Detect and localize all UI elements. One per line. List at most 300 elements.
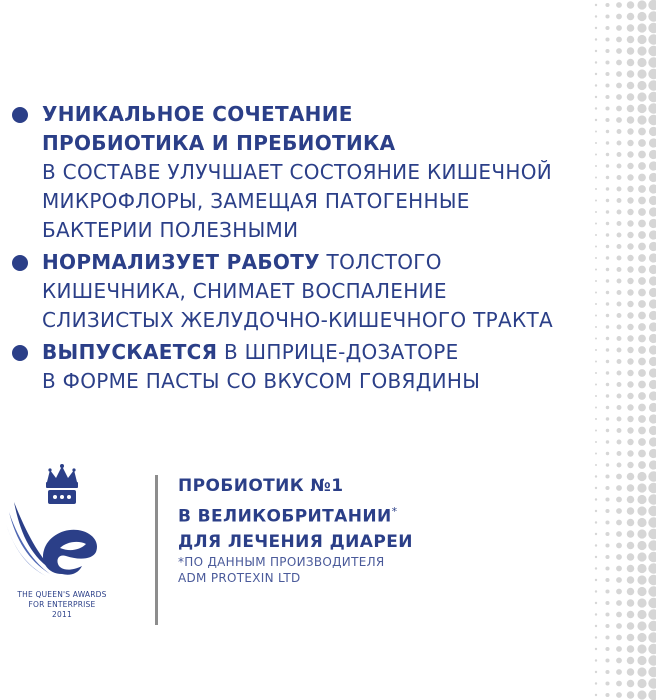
pattern-dot	[616, 531, 622, 537]
pattern-dot	[638, 289, 646, 297]
pattern-dot	[617, 302, 622, 307]
pattern-dot	[637, 0, 646, 9]
pattern-dot	[595, 84, 597, 86]
pattern-dot	[617, 440, 622, 445]
pattern-dot	[606, 394, 609, 397]
pattern-dot	[595, 211, 597, 213]
pattern-dot	[616, 554, 622, 560]
pattern-dot	[648, 103, 656, 113]
pattern-dot	[595, 567, 597, 569]
pattern-dot	[595, 130, 597, 132]
pattern-dot	[617, 141, 622, 146]
vertical-divider	[155, 475, 158, 625]
pattern-dot	[637, 35, 646, 44]
pattern-dot	[605, 578, 609, 582]
pattern-dot	[627, 116, 635, 124]
headline-line-1: ПРОБИОТИК №1	[178, 476, 344, 496]
pattern-dot	[617, 348, 622, 353]
pattern-dot	[605, 624, 609, 628]
pattern-dot	[605, 612, 609, 616]
pattern-dot	[595, 27, 597, 29]
pattern-dot	[616, 669, 622, 675]
pattern-dot	[595, 61, 597, 63]
pattern-dot	[595, 671, 597, 673]
pattern-dot	[648, 46, 656, 56]
pattern-dot	[606, 222, 609, 225]
pattern-dot	[637, 633, 646, 642]
pattern-dot	[649, 357, 656, 366]
pattern-dot	[637, 81, 646, 90]
award-caption	[0, 590, 124, 620]
pattern-dot	[648, 644, 656, 654]
pattern-dot	[595, 441, 597, 443]
pattern-dot	[617, 152, 622, 157]
pattern-dot	[595, 153, 597, 155]
pattern-dot	[616, 497, 622, 503]
pattern-dot	[638, 162, 646, 170]
pattern-dot	[627, 266, 633, 272]
pattern-dot	[648, 69, 656, 79]
pattern-dot	[637, 690, 646, 699]
pattern-dot	[617, 164, 622, 169]
pattern-dot	[616, 692, 622, 698]
headline-line-3: ДЛЯ ЛЕЧЕНИЯ ДИАРЕИ	[178, 531, 413, 552]
pattern-dot	[616, 600, 622, 606]
pattern-dot	[595, 234, 597, 236]
pattern-dot	[649, 265, 656, 274]
pattern-dot	[606, 245, 609, 248]
pattern-dot	[616, 543, 622, 549]
pattern-dot	[637, 46, 646, 55]
pattern-dot	[617, 175, 622, 180]
pattern-dot	[605, 589, 609, 593]
pattern-dot	[627, 680, 635, 688]
pattern-dot	[648, 690, 656, 700]
pattern-dot	[637, 552, 646, 561]
pattern-dot	[595, 452, 597, 454]
pattern-dot	[605, 106, 609, 110]
feature-1-title-line-1: УНИКАЛЬНОЕ СОЧЕТАНИЕ	[42, 102, 353, 126]
pattern-dot	[595, 142, 597, 144]
pattern-dot	[637, 610, 646, 619]
pattern-dot	[638, 323, 646, 331]
pattern-dot	[637, 679, 646, 688]
pattern-dot	[606, 360, 609, 363]
pattern-dot	[595, 429, 597, 431]
pattern-dot	[638, 427, 646, 435]
probiotic-headline	[178, 474, 558, 555]
pattern-dot	[638, 300, 646, 308]
pattern-dot	[616, 612, 622, 618]
pattern-dot	[605, 509, 609, 513]
pattern-dot	[627, 553, 635, 561]
feature-2-text-start: ТОЛСТОГО	[326, 250, 442, 274]
pattern-dot	[649, 460, 656, 469]
pattern-dot	[617, 198, 622, 203]
pattern-dot	[595, 268, 597, 270]
pattern-dot	[637, 115, 646, 124]
pattern-dot	[595, 4, 597, 6]
pattern-dot	[616, 623, 622, 629]
pattern-dot	[595, 326, 597, 328]
pattern-dot	[627, 24, 635, 32]
award-caption-line-2: FOR ENTERPRISE	[28, 600, 96, 609]
pattern-dot	[648, 115, 656, 125]
pattern-dot	[648, 655, 656, 665]
pattern-dot	[616, 485, 622, 491]
pattern-dot	[595, 694, 597, 696]
pattern-dot	[637, 564, 646, 573]
pattern-dot	[595, 521, 597, 523]
feature-2-title: НОРМАЛИЗУЕТ РАБОТУ	[42, 250, 320, 274]
pattern-dot	[616, 106, 622, 112]
pattern-dot	[627, 611, 635, 619]
pattern-dot	[627, 243, 633, 249]
pattern-dot	[605, 95, 609, 99]
pattern-dot	[637, 23, 646, 32]
pattern-dot	[606, 164, 609, 167]
pattern-dot	[627, 657, 635, 665]
pattern-dot	[606, 371, 609, 374]
pattern-dot	[605, 72, 609, 76]
pattern-dot	[627, 232, 633, 238]
pattern-dot	[637, 644, 646, 653]
pattern-dot	[627, 484, 635, 492]
pattern-dot	[595, 418, 597, 420]
pattern-dot	[595, 613, 597, 615]
pattern-dot	[638, 277, 646, 285]
pattern-dot	[627, 174, 633, 180]
pattern-dot	[617, 451, 622, 456]
pattern-dot	[648, 471, 656, 481]
pattern-dot	[627, 220, 633, 226]
pattern-dot	[595, 498, 597, 500]
pattern-dot	[627, 622, 635, 630]
pattern-dot	[638, 335, 646, 343]
pattern-dot	[627, 462, 633, 468]
pattern-dot	[616, 94, 622, 100]
pattern-dot	[627, 576, 635, 584]
pattern-dot	[606, 187, 609, 190]
feature-list	[12, 100, 572, 399]
pattern-dot	[627, 496, 635, 504]
feature-item-3	[12, 338, 572, 396]
pattern-dot	[616, 520, 622, 526]
crown-icon	[46, 464, 78, 504]
pattern-dot	[649, 299, 656, 308]
pattern-dot	[617, 256, 622, 261]
pattern-dot	[627, 278, 633, 284]
pattern-dot	[649, 230, 656, 239]
pattern-dot	[617, 129, 622, 134]
pattern-dot	[638, 243, 646, 251]
pattern-dot	[627, 105, 635, 113]
pattern-dot	[648, 0, 656, 10]
pattern-dot	[605, 520, 609, 524]
pattern-dot	[637, 656, 646, 665]
pattern-dot	[627, 140, 633, 146]
pattern-dot	[605, 647, 609, 651]
pattern-dot	[637, 541, 646, 550]
pattern-dot	[605, 601, 609, 605]
pattern-dot	[637, 667, 646, 676]
pattern-dot	[606, 452, 609, 455]
pattern-dot	[605, 681, 609, 685]
pattern-dot	[616, 14, 622, 20]
pattern-dot	[638, 381, 646, 389]
pattern-dot	[595, 475, 597, 477]
pattern-dot	[617, 267, 622, 272]
pattern-dot	[627, 668, 635, 676]
feature-1-text-line-3: БАКТЕРИИ ПОЛЕЗНЫМИ	[42, 218, 299, 242]
pattern-dot	[638, 346, 646, 354]
pattern-dot	[605, 543, 609, 547]
pattern-dot	[595, 360, 597, 362]
pattern-dot	[648, 598, 656, 608]
pattern-dot	[605, 60, 609, 64]
pattern-dot	[616, 117, 622, 123]
pattern-dot	[638, 151, 646, 159]
pattern-dot	[638, 139, 646, 147]
pattern-dot	[617, 279, 622, 284]
pattern-dot	[638, 415, 646, 423]
pattern-dot	[649, 219, 656, 228]
pattern-dot	[606, 141, 609, 144]
pattern-dot	[648, 494, 656, 504]
pattern-dot	[595, 38, 597, 40]
pattern-dot	[605, 37, 609, 41]
pattern-dot	[638, 450, 646, 458]
pattern-dot	[606, 153, 609, 156]
pattern-dot	[617, 187, 622, 192]
pattern-dot	[627, 439, 633, 445]
pattern-dot	[606, 383, 609, 386]
pattern-dot	[638, 312, 646, 320]
pattern-dot	[617, 463, 622, 468]
pattern-dot	[616, 60, 622, 66]
pattern-dot	[595, 165, 597, 167]
pattern-dot	[648, 529, 656, 539]
pattern-dot	[617, 210, 622, 215]
pattern-dot	[595, 280, 597, 282]
pattern-dot	[606, 279, 609, 282]
pattern-dot	[595, 199, 597, 201]
pattern-dot	[637, 495, 646, 504]
pattern-dot	[648, 575, 656, 585]
pattern-dot	[616, 577, 622, 583]
pattern-dot	[616, 37, 622, 43]
pattern-dot	[637, 69, 646, 78]
pattern-dot	[637, 529, 646, 538]
pattern-dot	[595, 372, 597, 374]
pattern-dot	[648, 540, 656, 550]
pattern-dot	[605, 566, 609, 570]
pattern-dot	[627, 70, 635, 78]
pattern-dot	[627, 404, 633, 410]
pattern-dot	[606, 302, 609, 305]
pattern-dot	[627, 82, 635, 90]
pattern-dot	[595, 590, 597, 592]
pattern-dot	[649, 368, 656, 377]
pattern-dot	[617, 290, 622, 295]
pattern-dot	[606, 417, 609, 420]
pattern-dot	[649, 242, 656, 251]
pattern-dot	[606, 337, 609, 340]
pattern-dot	[648, 621, 656, 631]
pattern-dot	[595, 349, 597, 351]
pattern-dot	[627, 163, 633, 169]
pattern-dot	[638, 461, 646, 469]
pattern-dot	[605, 555, 609, 559]
pattern-dot	[649, 173, 656, 182]
pattern-dot	[595, 648, 597, 650]
pattern-dot	[595, 544, 597, 546]
pattern-dot	[606, 130, 609, 133]
pattern-dot	[648, 552, 656, 562]
pattern-dot	[616, 2, 622, 8]
pattern-dot	[616, 566, 622, 572]
pattern-dot	[606, 199, 609, 202]
pattern-dot	[648, 506, 656, 516]
pattern-dot	[617, 417, 622, 422]
award-year: 2011	[52, 610, 72, 619]
bullet-dot-icon	[12, 345, 28, 361]
pattern-dot	[606, 268, 609, 271]
pattern-dot	[595, 636, 597, 638]
pattern-dot	[616, 25, 622, 31]
pattern-dot	[637, 12, 646, 21]
pattern-dot	[605, 118, 609, 122]
pattern-dot	[649, 207, 656, 216]
pattern-dot	[649, 414, 656, 423]
pattern-dot	[605, 670, 609, 674]
feature-3-title: ВЫПУСКАЕТСЯ	[42, 340, 218, 364]
pattern-dot	[595, 176, 597, 178]
pattern-dot	[648, 11, 656, 21]
pattern-dot	[627, 186, 633, 192]
pattern-dot	[649, 334, 656, 343]
pattern-dot	[627, 588, 635, 596]
pattern-dot	[595, 579, 597, 581]
pattern-dot	[648, 34, 656, 44]
pattern-dot	[649, 253, 656, 262]
footnote-line-1: *ПО ДАННЫМ ПРОИЗВОДИТЕЛЯ	[178, 555, 385, 569]
pattern-dot	[605, 693, 609, 697]
pattern-dot	[605, 658, 609, 662]
pattern-dot	[616, 635, 622, 641]
pattern-dot	[627, 450, 633, 456]
pattern-dot	[595, 625, 597, 627]
pattern-dot	[648, 632, 656, 642]
pattern-dot	[649, 426, 656, 435]
pattern-dot	[649, 403, 656, 412]
pattern-dot	[637, 598, 646, 607]
pattern-dot	[637, 472, 646, 481]
pattern-dot	[627, 13, 635, 21]
pattern-dot	[595, 119, 597, 121]
pattern-dot	[606, 176, 609, 179]
pattern-dot	[638, 128, 646, 136]
pattern-dot	[627, 197, 633, 203]
pattern-dot	[605, 14, 609, 18]
pattern-dot	[617, 233, 622, 238]
pattern-dot	[648, 667, 656, 677]
pattern-dot	[595, 337, 597, 339]
pattern-dot	[627, 416, 633, 422]
pattern-dot	[648, 586, 656, 596]
pattern-dot	[617, 325, 622, 330]
pattern-dot	[616, 646, 622, 652]
award-caption-line-1: THE QUEEN'S AWARDS	[17, 590, 107, 599]
pattern-dot	[595, 257, 597, 259]
pattern-dot	[648, 80, 656, 90]
pattern-dot	[627, 93, 635, 101]
pattern-dot	[627, 393, 633, 399]
pattern-dot	[617, 221, 622, 226]
pattern-dot	[627, 59, 635, 67]
pattern-dot	[595, 659, 597, 661]
pattern-dot	[638, 174, 646, 182]
pattern-dot	[637, 104, 646, 113]
pattern-dot	[638, 185, 646, 193]
pattern-dot	[595, 73, 597, 75]
pattern-dot	[616, 681, 622, 687]
pattern-dot	[627, 599, 635, 607]
pattern-dot	[627, 301, 633, 307]
feature-2-text-line-2: СЛИЗИСТЫХ ЖЕЛУДОЧНО-КИШЕЧНОГО ТРАКТА	[42, 308, 553, 332]
pattern-dot	[627, 47, 635, 55]
pattern-dot	[617, 244, 622, 249]
pattern-dot	[617, 382, 622, 387]
pattern-dot	[595, 96, 597, 98]
pattern-dot	[627, 255, 633, 261]
pattern-dot	[606, 429, 609, 432]
pattern-dot	[595, 314, 597, 316]
pattern-dot	[595, 383, 597, 385]
bullet-dot-icon	[12, 255, 28, 271]
feature-item-2	[12, 248, 572, 335]
pattern-dot	[649, 127, 656, 136]
feature-3-text-line-1: В ФОРМЕ ПАСТЫ СО ВКУСОМ ГОВЯДИНЫ	[42, 369, 481, 393]
pattern-dot	[649, 449, 656, 458]
pattern-dot	[606, 440, 609, 443]
feature-1-title-line-2: ПРОБИОТИКА И ПРЕБИОТИКА	[42, 131, 396, 155]
pattern-dot	[627, 634, 635, 642]
pattern-dot	[648, 609, 656, 619]
pattern-dot	[595, 464, 597, 466]
pattern-dot	[649, 161, 656, 170]
pattern-dot	[617, 428, 622, 433]
pattern-dot	[649, 138, 656, 147]
source-footnote	[178, 554, 558, 586]
pattern-dot	[637, 587, 646, 596]
pattern-dot	[627, 381, 633, 387]
pattern-dot	[627, 36, 635, 44]
pattern-dot	[627, 358, 633, 364]
pattern-dot	[649, 196, 656, 205]
pattern-dot	[605, 635, 609, 639]
pattern-dot	[605, 532, 609, 536]
pattern-dot	[605, 3, 609, 7]
pattern-dot	[648, 23, 656, 33]
pattern-dot	[617, 336, 622, 341]
pattern-dot	[627, 473, 635, 481]
decorative-dot-pattern	[590, 0, 656, 700]
pattern-dot	[605, 474, 609, 478]
pattern-dot	[648, 92, 656, 102]
pattern-dot	[595, 291, 597, 293]
headline-line-2: В ВЕЛИКОБРИТАНИИ	[178, 506, 392, 527]
